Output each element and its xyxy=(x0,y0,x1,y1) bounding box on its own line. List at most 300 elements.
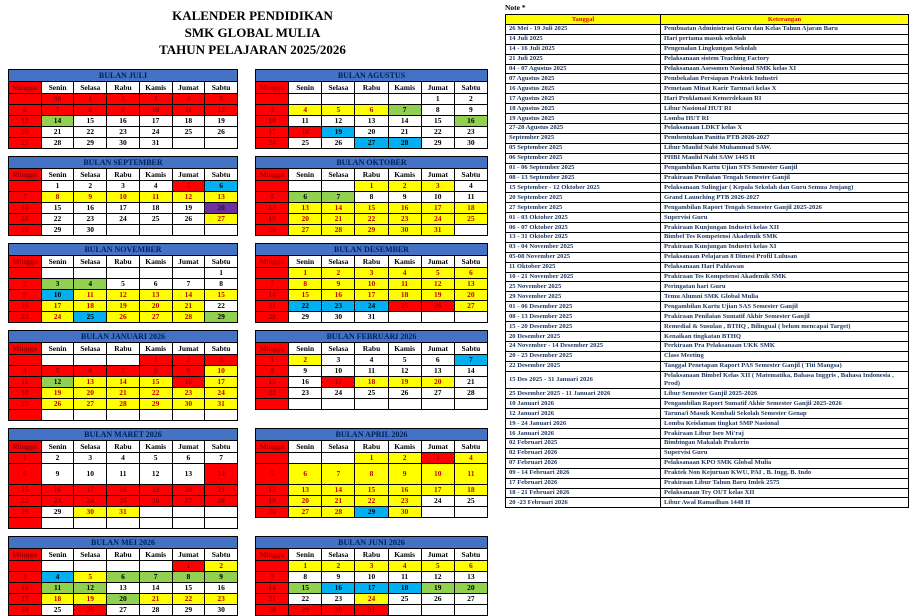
day-header-cell: Selasa xyxy=(322,440,355,452)
day-header-cell: Rabu xyxy=(355,81,388,93)
day-cell: 29 xyxy=(355,224,388,235)
day-cell: 24 xyxy=(421,495,454,506)
notes-header-row xyxy=(506,15,909,25)
note-date: 20 Desember 2025 xyxy=(506,332,661,342)
day-cell xyxy=(205,517,238,528)
day-cell: 9 xyxy=(172,365,205,376)
day-cell: 17 xyxy=(139,115,172,126)
note-description: Pelaksanaan Hari Pahlawan xyxy=(661,262,909,272)
note-date: 25 Desember 2025 - 11 Januari 2026 xyxy=(506,389,661,399)
week-row xyxy=(9,202,238,213)
week-row xyxy=(9,311,238,322)
day-header-cell: Selasa xyxy=(322,168,355,180)
day-cell: 19 xyxy=(256,495,289,506)
day-header-cell: Jumat xyxy=(172,548,205,560)
day-cell: 3 xyxy=(421,452,454,463)
day-header-row xyxy=(256,548,488,560)
day-cell: 15 xyxy=(256,376,289,387)
day-cell: 6 xyxy=(454,267,487,278)
week-row xyxy=(9,213,238,224)
day-cell: 4 xyxy=(355,354,388,365)
day-cell xyxy=(322,452,355,463)
day-cell: 11 xyxy=(172,104,205,115)
day-cell: 8 xyxy=(256,365,289,376)
day-cell xyxy=(421,398,454,409)
day-cell: 27 xyxy=(139,311,172,322)
note-description: Prakiraan Libur Isro Mi'raj xyxy=(661,429,909,439)
month-calendar xyxy=(8,243,238,323)
day-header-cell: Rabu xyxy=(355,342,388,354)
week-row xyxy=(9,126,238,137)
day-cell: 24 xyxy=(355,593,388,604)
day-cell xyxy=(355,398,388,409)
day-header-cell: Senin xyxy=(289,168,322,180)
day-cell xyxy=(139,267,172,278)
day-cell: 24 xyxy=(322,387,355,398)
note-date: 22 Desember 2025 xyxy=(506,361,661,371)
note-date: 27-28 Agustus 2025 xyxy=(506,123,661,133)
day-cell: 29 xyxy=(9,506,42,517)
day-cell: 4 xyxy=(107,452,140,463)
note-date: 03 - 04 November 2025 xyxy=(506,242,661,252)
week-row xyxy=(256,104,488,115)
day-cell: 21 xyxy=(139,593,172,604)
day-cell xyxy=(454,311,487,322)
day-cell: 18 xyxy=(172,115,205,126)
day-cell: 14 xyxy=(41,115,74,126)
day-cell xyxy=(41,517,74,528)
day-cell: 23 xyxy=(205,593,238,604)
day-cell: 12 xyxy=(421,571,454,582)
note-row xyxy=(506,232,909,242)
day-cell xyxy=(322,398,355,409)
note-date: 16 Januari 2026 xyxy=(506,429,661,439)
day-cell: 10 xyxy=(355,571,388,582)
day-cell: 25 xyxy=(139,213,172,224)
day-cell: 4 xyxy=(454,452,487,463)
week-row xyxy=(256,137,488,148)
note-description: Prakiraan Tes Kompetensi Akademik SMK xyxy=(661,272,909,282)
note-description: Pengambilan Raport Tengah Semester Ganjil 2025-2026 xyxy=(661,203,909,213)
day-cell: 14 xyxy=(256,289,289,300)
day-cell: 11 xyxy=(355,365,388,376)
note-row xyxy=(506,84,909,94)
day-header-cell: Senin xyxy=(289,342,322,354)
week-row xyxy=(256,495,488,506)
week-row xyxy=(256,452,488,463)
note-row xyxy=(506,478,909,488)
day-cell: 17 xyxy=(41,300,74,311)
day-header-cell: Sabtu xyxy=(454,440,487,452)
day-cell xyxy=(9,560,42,571)
week-row xyxy=(256,354,488,365)
week-row xyxy=(256,593,488,604)
week-row xyxy=(256,126,488,137)
day-cell: 19 xyxy=(41,387,74,398)
day-cell: 15 xyxy=(172,582,205,593)
day-header-cell: Minggu xyxy=(9,342,42,354)
note-date: 04 - 07 Agustus 2025 xyxy=(506,64,661,74)
note-description: Temu Alumni SMK Global Mulia xyxy=(661,292,909,302)
week-row xyxy=(256,571,488,582)
day-cell: 28 xyxy=(256,604,289,615)
day-cell xyxy=(74,560,107,571)
note-row xyxy=(506,183,909,193)
week-row xyxy=(256,484,488,495)
day-cell: 27 xyxy=(172,495,205,506)
day-cell xyxy=(107,267,140,278)
day-cell: 7 xyxy=(107,365,140,376)
day-header-cell: Jumat xyxy=(421,255,454,267)
week-row xyxy=(256,289,488,300)
day-cell: 8 xyxy=(74,104,107,115)
day-cell: 13 xyxy=(139,289,172,300)
week-row xyxy=(9,593,238,604)
day-cell: 30 xyxy=(41,93,74,104)
day-cell: 14 xyxy=(388,115,421,126)
day-cell: 22 xyxy=(9,495,42,506)
week-row xyxy=(9,582,238,593)
month-calendar xyxy=(8,156,238,236)
day-cell xyxy=(454,398,487,409)
day-cell: 20 xyxy=(172,484,205,495)
day-header-cell: Sabtu xyxy=(205,342,238,354)
day-header-cell: Jumat xyxy=(172,168,205,180)
day-cell: 25 xyxy=(289,137,322,148)
note-description: Pembentukan Panitia PTB 2026-2027 xyxy=(661,133,909,143)
day-cell: 16 xyxy=(322,289,355,300)
day-cell: 4 xyxy=(172,93,205,104)
day-cell: 12 xyxy=(74,582,107,593)
day-header-row xyxy=(9,81,238,93)
day-cell: 20 xyxy=(289,213,322,224)
note-description: Bimbel Tes Kompetensi Akademik SMK xyxy=(661,232,909,242)
day-cell: 21 xyxy=(388,126,421,137)
day-header-cell: Rabu xyxy=(107,81,140,93)
day-cell: 22 xyxy=(139,387,172,398)
day-cell: 3 xyxy=(355,560,388,571)
note-row xyxy=(506,361,909,371)
day-header-cell: Sabtu xyxy=(205,81,238,93)
day-cell: 23 xyxy=(322,593,355,604)
note-row xyxy=(506,429,909,439)
day-cell: 28 xyxy=(322,506,355,517)
day-header-cell: Kamis xyxy=(388,440,421,452)
note-description: Pelaksanaan sistem Teaching Factory xyxy=(661,54,909,64)
day-cell: 25 xyxy=(9,398,42,409)
day-header-cell: Kamis xyxy=(388,81,421,93)
day-cell: 1 xyxy=(74,93,107,104)
day-cell: 26 xyxy=(322,137,355,148)
month-title: BULAN NOVEMBER xyxy=(9,243,238,255)
day-cell: 22 xyxy=(256,387,289,398)
day-cell: 24 xyxy=(107,213,140,224)
note-description: Pembuatan Administrasi Guru dan Kelas Tahun Ajaran Baru xyxy=(661,24,909,34)
day-cell: 8 xyxy=(421,104,454,115)
note-date: 01 - 06 Desember 2025 xyxy=(506,302,661,312)
day-cell xyxy=(256,560,289,571)
day-cell: 10 xyxy=(256,115,289,126)
day-cell: 22 xyxy=(355,495,388,506)
day-header-cell: Kamis xyxy=(388,342,421,354)
day-cell xyxy=(355,93,388,104)
month-calendar xyxy=(8,428,238,529)
note-row xyxy=(506,193,909,203)
day-cell: 2 xyxy=(172,354,205,365)
day-cell: 25 xyxy=(107,495,140,506)
week-row xyxy=(9,354,238,365)
month-title: BULAN DESEMBER xyxy=(256,243,488,255)
day-cell: 25 xyxy=(388,300,421,311)
note-row xyxy=(506,143,909,153)
note-date: 21 Juli 2025 xyxy=(506,54,661,64)
day-header-row xyxy=(9,342,238,354)
day-cell: 20 xyxy=(107,593,140,604)
day-cell: 18 xyxy=(388,582,421,593)
day-header-cell: Minggu xyxy=(9,255,42,267)
note-row xyxy=(506,44,909,54)
note-row xyxy=(506,114,909,124)
day-cell: 13 xyxy=(205,191,238,202)
day-cell: 22 xyxy=(41,213,74,224)
day-cell: 23 xyxy=(74,213,107,224)
note-description: Pelaksanaan KPO SMK Global Mulia xyxy=(661,458,909,468)
day-cell: 17 xyxy=(421,202,454,213)
day-header-cell: Jumat xyxy=(172,440,205,452)
day-cell: 10 xyxy=(322,365,355,376)
day-cell: 16 xyxy=(322,582,355,593)
note-date: 07 Agustus 2025 xyxy=(506,74,661,84)
note-description: Libur Maulid Nabi Muhammad SAW. xyxy=(661,143,909,153)
week-row xyxy=(256,93,488,104)
day-cell: 7 xyxy=(256,571,289,582)
note-description: Pemetaan Minat Karir Taruna/i kelas X xyxy=(661,84,909,94)
week-row xyxy=(256,180,488,191)
day-cell: 9 xyxy=(289,365,322,376)
note-date: 08 - 13 September 2025 xyxy=(506,173,661,183)
day-cell: 14 xyxy=(322,202,355,213)
day-cell: 26 xyxy=(421,300,454,311)
day-cell: 27 xyxy=(454,300,487,311)
note-description: Pengambilan Kartu Ujian SAS Semester Ganjil xyxy=(661,302,909,312)
day-cell xyxy=(256,267,289,278)
day-cell: 6 xyxy=(9,104,42,115)
day-cell: 2 xyxy=(322,267,355,278)
day-cell xyxy=(9,93,42,104)
day-cell: 23 xyxy=(107,126,140,137)
day-header-cell: Kamis xyxy=(139,81,172,93)
day-cell: 6 xyxy=(172,452,205,463)
month-title: BULAN MARET 2026 xyxy=(9,428,238,440)
day-cell: 18 xyxy=(139,202,172,213)
note-row xyxy=(506,223,909,233)
day-cell: 17 xyxy=(355,289,388,300)
day-header-cell: Jumat xyxy=(421,81,454,93)
day-cell: 27 xyxy=(421,387,454,398)
day-cell xyxy=(205,137,238,148)
day-cell: 14 xyxy=(9,202,42,213)
note-description: Prakiraan Kunjungan Industri kelas XI xyxy=(661,242,909,252)
day-cell: 3 xyxy=(322,354,355,365)
day-cell: 3 xyxy=(107,180,140,191)
note-date: 12 Januari 2026 xyxy=(506,409,661,419)
day-cell xyxy=(388,604,421,615)
note-row xyxy=(506,341,909,351)
note-row xyxy=(506,123,909,133)
day-header-cell: Kamis xyxy=(388,168,421,180)
note-date: 17 Februari 2026 xyxy=(506,478,661,488)
day-cell: 1 xyxy=(41,180,74,191)
day-cell: 2 xyxy=(9,278,42,289)
day-header-cell: Jumat xyxy=(172,255,205,267)
note-date: 15 Des 2025 - 31 Januari 2026 xyxy=(506,371,661,389)
note-row xyxy=(506,213,909,223)
week-row xyxy=(9,115,238,126)
day-cell xyxy=(172,517,205,528)
note-date: 18 - 21 Februari 2026 xyxy=(506,488,661,498)
note-row xyxy=(506,498,909,508)
day-cell xyxy=(205,409,238,420)
day-cell: 30 xyxy=(454,137,487,148)
day-cell: 28 xyxy=(172,311,205,322)
day-cell: 17 xyxy=(9,593,42,604)
day-cell: 24 xyxy=(205,387,238,398)
day-header-cell: Sabtu xyxy=(454,342,487,354)
day-cell: 18 xyxy=(289,126,322,137)
note-date: 10 Januari 2026 xyxy=(506,399,661,409)
month-title: BULAN FEBRUARI 2026 xyxy=(256,330,488,342)
day-cell: 29 xyxy=(289,311,322,322)
day-cell xyxy=(388,93,421,104)
day-cell xyxy=(41,409,74,420)
day-cell: 6 xyxy=(421,354,454,365)
day-cell: 20 xyxy=(289,495,322,506)
note-row xyxy=(506,163,909,173)
day-cell: 21 xyxy=(205,484,238,495)
note-description: Pembekalan Persiapan Praktek Industri xyxy=(661,74,909,84)
day-cell: 5 xyxy=(322,104,355,115)
note-row xyxy=(506,399,909,409)
day-cell: 10 xyxy=(355,278,388,289)
day-cell xyxy=(172,409,205,420)
day-cell: 2 xyxy=(74,180,107,191)
day-cell: 11 xyxy=(388,278,421,289)
note-date: 10 - 21 November 2025 xyxy=(506,272,661,282)
note-description: Libur Awal Ramadhan 1448 H xyxy=(661,498,909,508)
week-row xyxy=(9,376,238,387)
day-header-row xyxy=(256,255,488,267)
note-row xyxy=(506,203,909,213)
note-row xyxy=(506,332,909,342)
day-cell: 9 xyxy=(388,191,421,202)
day-cell: 31 xyxy=(139,137,172,148)
day-cell: 25 xyxy=(454,495,487,506)
day-cell xyxy=(256,398,289,409)
week-row xyxy=(9,267,238,278)
day-cell: 23 xyxy=(41,495,74,506)
page-title-line2: SMK GLOBAL MULIA xyxy=(184,24,321,40)
day-cell: 18 xyxy=(9,387,42,398)
day-header-cell: Rabu xyxy=(107,548,140,560)
day-cell: 29 xyxy=(355,506,388,517)
day-header-cell: Minggu xyxy=(256,168,289,180)
day-header-cell: Rabu xyxy=(355,255,388,267)
month-calendar xyxy=(255,69,488,149)
week-row xyxy=(9,289,238,300)
month-calendar xyxy=(255,330,488,410)
day-cell: 17 xyxy=(107,202,140,213)
notes-table xyxy=(505,14,909,508)
note-date: 02 Februari 2026 xyxy=(506,448,661,458)
note-row xyxy=(506,252,909,262)
day-cell: 5 xyxy=(172,180,205,191)
day-cell: 16 xyxy=(9,300,42,311)
week-row xyxy=(9,506,238,517)
week-row xyxy=(9,409,238,420)
day-cell: 29 xyxy=(289,604,322,615)
week-row xyxy=(256,311,488,322)
day-cell: 21 xyxy=(41,126,74,137)
day-cell: 11 xyxy=(454,463,487,484)
day-cell: 12 xyxy=(41,376,74,387)
note-date: 18 Agustus 2025 xyxy=(506,104,661,114)
day-cell xyxy=(107,409,140,420)
day-cell xyxy=(421,311,454,322)
day-cell: 15 xyxy=(289,582,322,593)
day-cell: 22 xyxy=(289,593,322,604)
calendar-grid xyxy=(8,69,497,616)
day-cell: 10 xyxy=(421,191,454,202)
day-header-cell: Sabtu xyxy=(205,168,238,180)
month-title: BULAN AGUSTUS xyxy=(256,69,488,81)
day-header-cell: Selasa xyxy=(74,255,107,267)
note-description: Pelaksanaan LDKT kelas X xyxy=(661,123,909,133)
note-description: Pelaksanaan Sulingjar ( Kepala Sekolah dan Guru Semua Jenjang) xyxy=(661,183,909,193)
day-header-row xyxy=(9,168,238,180)
note-date: 05-08 November 2025 xyxy=(506,252,661,262)
day-cell: 27 xyxy=(289,224,322,235)
day-cell: 10 xyxy=(421,463,454,484)
day-cell: 8 xyxy=(139,365,172,376)
day-cell xyxy=(139,506,172,517)
day-cell: 20 xyxy=(139,300,172,311)
day-cell: 8 xyxy=(289,278,322,289)
day-header-cell: Senin xyxy=(289,81,322,93)
note-date: 25 November 2025 xyxy=(506,282,661,292)
day-cell: 19 xyxy=(322,126,355,137)
day-cell: 30 xyxy=(322,604,355,615)
day-cell: 13 xyxy=(355,115,388,126)
day-cell: 23 xyxy=(289,387,322,398)
day-cell xyxy=(139,560,172,571)
day-cell: 26 xyxy=(139,495,172,506)
day-cell: 31 xyxy=(107,506,140,517)
day-header-row xyxy=(9,255,238,267)
day-cell: 10 xyxy=(139,104,172,115)
month-title: BULAN SEPTEMBER xyxy=(9,156,238,168)
day-cell: 10 xyxy=(41,289,74,300)
day-cell: 7 xyxy=(454,354,487,365)
note-description: Libur Semester Ganjil 2025-2026 xyxy=(661,389,909,399)
day-cell: 23 xyxy=(388,495,421,506)
day-cell xyxy=(454,604,487,615)
note-description: PHBI Maulid Nabi SAW 1445 H xyxy=(661,153,909,163)
day-cell xyxy=(172,224,205,235)
day-cell: 2 xyxy=(205,560,238,571)
day-header-cell: Rabu xyxy=(107,255,140,267)
day-cell: 26 xyxy=(388,387,421,398)
day-cell: 5 xyxy=(421,560,454,571)
